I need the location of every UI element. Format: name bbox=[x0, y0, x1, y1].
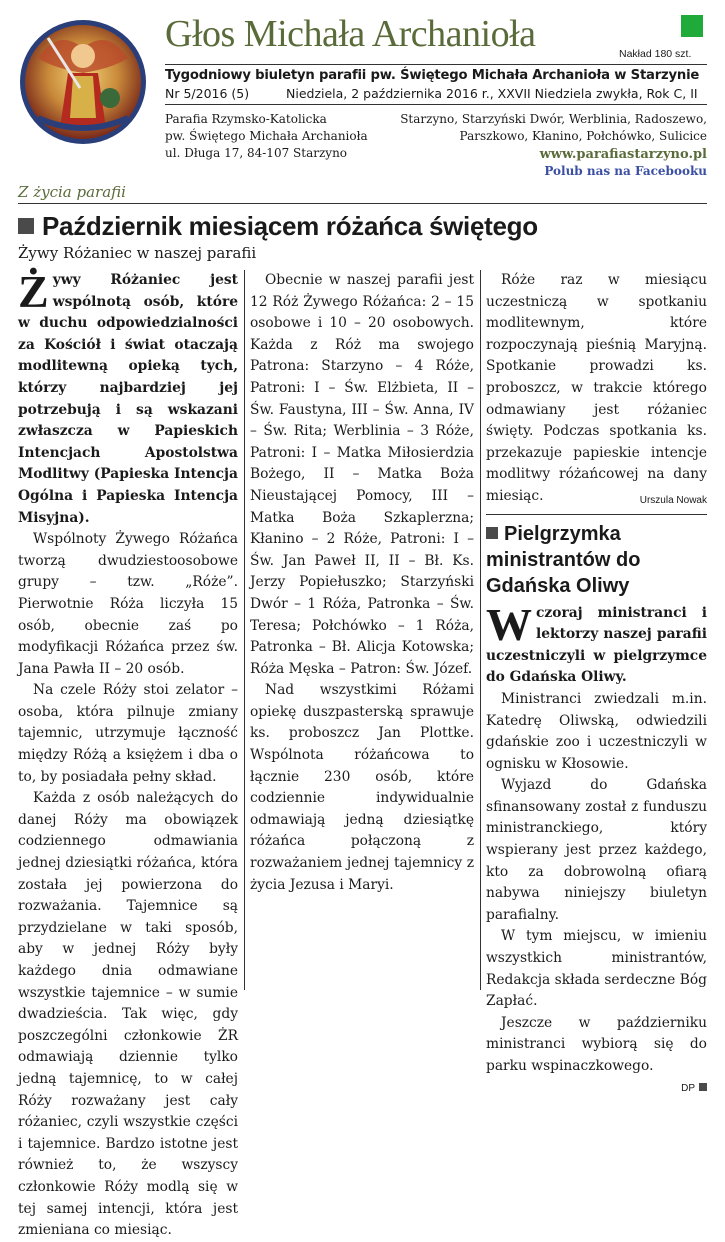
address-line: ul. Długa 17, 84-107 Starzyno bbox=[165, 146, 348, 160]
article-paragraph: Obecnie w naszej parafii jest 12 Róż Żywego Różańca: 2 – 15 osobowe i 10 – 20 osobowych. Każda z Róż ma swojego Patrona: Starzyno – 4 Róże, Patroni: I – Św. Elżbieta, II – Św. Faustyna, III – Św. Anna, IV – Św. Rita; Werblinia – 3 Róże, Patroni: I – Matka Miłosierdzia Bożego, II – Matka Boża Nieustającej Pomocy, III – Matka Boża Szkaplerzna; Kłanino – 2 Róże, Patroni: I – Św. Jan Paweł II, II – Bł. Ks. Jerzy Popiełuszko; Starzyński Dwór – 1 Róża, Patronka – Św. Teresa; Połchówko – 1 Róża, Patronka – Bł. Alicja Kotowska; Róża Męska – Patron: Św. Józef. bbox=[250, 272, 474, 677]
article-lead: ywy Różaniec jest wspólnotą osób, które w duchu odpowiedzialności za Kościół i świat otaczają modlitewną opieką tych, którzy najbardziej jej potrzebują i są wskazani zwłaszcza w Papieskich Intencjach Apostolstwa Modlitwy (Papieska Intencja Ogólna i Papieska Intencja Misyjna). bbox=[18, 272, 238, 526]
archangel-michael-emblem-icon bbox=[18, 18, 148, 146]
article-paragraph-text: Róże raz w miesiącu uczestniczą w spotkaniu modlitewnym, które rozpoczynają pieśnią Maryjną. Spotkanie prowadzi ks. proboszcz, w trakcie którego odmawiany jest różaniec święty. Podczas spotkania ks. przekazuje papieskie intencje modlitwy różańcowej na dany miesiąc. bbox=[486, 272, 707, 504]
article-subhead: Żywy Różaniec w naszej parafii bbox=[18, 244, 257, 262]
parish-villages bbox=[400, 111, 707, 145]
article-paragraph bbox=[486, 270, 707, 508]
divider bbox=[18, 203, 707, 204]
newsletter-title: Głos Michała Archanioła bbox=[165, 13, 536, 55]
article-column-1 bbox=[18, 266, 238, 1242]
website-link[interactable]: www.parafiastarzyno.pl bbox=[539, 147, 707, 162]
article-headline-text: Pielgrzymka ministrantów do Gdańska Oliwy bbox=[486, 522, 641, 597]
facebook-link[interactable]: Polub nas na Facebooku bbox=[544, 164, 707, 178]
article-paragraph: W tym miejscu, w imieniu wszystkich ministrantów, Redakcja składa serdeczne Bóg Zapłać. bbox=[486, 928, 707, 1010]
address-line: Parafia Rzymsko-Katolicka bbox=[165, 112, 327, 126]
author-name: DP bbox=[681, 1082, 695, 1094]
bullet-square-icon bbox=[486, 527, 498, 539]
article-column-2 bbox=[250, 270, 474, 896]
divider bbox=[486, 514, 707, 515]
divider bbox=[165, 104, 707, 105]
divider bbox=[165, 64, 707, 65]
article-lead: czoraj ministranci i lektorzy naszej parafii uczestniczyli w pielgrzymce do Gdańska Oliwy. bbox=[486, 604, 707, 686]
villages-line: Parszkowo, Kłanino, Połchówko, Sulicice bbox=[459, 129, 707, 143]
column-divider bbox=[480, 270, 481, 990]
article-paragraph bbox=[486, 1013, 707, 1078]
article-paragraph-text: Jeszcze w październiku ministranci wybiorą się do parku wspinaczkowego. bbox=[486, 1014, 707, 1074]
end-square-icon bbox=[699, 1083, 707, 1091]
article-paragraph: Ministranci zwiedzali m.in. Katedrę Oliwską, odwiedzili gdańskie zoo i uczestniczyli w ognisku w Kłosowie. bbox=[486, 690, 707, 772]
drop-cap: Ż bbox=[18, 266, 49, 317]
column-divider bbox=[244, 270, 245, 990]
article-headline bbox=[486, 521, 707, 599]
circulation-note: Nakład 180 szt. bbox=[619, 48, 692, 60]
parish-address bbox=[165, 111, 368, 162]
author-signature: Urszula Nowak bbox=[639, 494, 707, 506]
article-paragraph: Wspólnoty Żywego Różańca tworzą dwudziestoosobowe grupy – tzw. „Róże”. Pierwotnie Róża liczyła 15 osób, obecnie zaś po modyfikacji Różańca przez św. Jana Pawła II – 20 osób. bbox=[18, 531, 238, 677]
newsletter-subtitle: Tygodniowy biuletyn parafii pw. Świętego Michała Archanioła w Starzynie bbox=[165, 68, 700, 83]
villages-line: Starzyno, Starzyński Dwór, Werblinia, Radoszewo, bbox=[400, 112, 707, 126]
address-line: pw. Świętego Michała Archanioła bbox=[165, 129, 368, 143]
article-column-3 bbox=[486, 270, 707, 1099]
issue-date: Niedziela, 2 października 2016 r., XXVII Niedziela zwykła, Rok C, II bbox=[286, 86, 698, 101]
author-signature bbox=[486, 1078, 707, 1100]
article-paragraph: Nad wszystkimi Różami opiekę duszpasterską sprawuje ks. proboszcz Jan Plottke. Wspólnota różańcowa to łącznie 230 osób, które codziennie indywidualnie odmawiają jedną dziesiątkę różańca połączoną z rozważaniem jednej tajemnicy z życia Jezusa i Maryi. bbox=[250, 682, 474, 893]
article-paragraph: Na czele Róży stoi zelator – osoba, która pilnuje zmiany tajemnic, utrzymuje łączność między Różą a księżem i dba o to, by posiadała pełny skład. bbox=[18, 682, 238, 785]
article-headline bbox=[18, 211, 538, 242]
bullet-square-icon bbox=[18, 218, 34, 234]
article-paragraph: Wyjazd do Gdańska sfinansowany został z funduszu ministranckiego, który wspierany jest przez każdego, kto za dobrowolną ofiarą nabywa niniejszy biuletyn parafialny. bbox=[486, 777, 707, 923]
accent-square bbox=[681, 15, 703, 37]
drop-cap: W bbox=[486, 598, 532, 650]
section-label: Z życia parafii bbox=[18, 183, 126, 201]
article-paragraph: Każda z osób należących do danej Róży ma obowiązek codziennego odmawiania jednej dziesiątki różańca, która została jej powierzona do rozważania. Tajemnice są przydzielane w taki sposób, aby w jednej Róży były każdego dnia odmawiane wszystkie tajemnice – w sumie dwadzieścia. Tak więc, gdy poszczególni członkowie ŻR odmawiają dziennie tylko jedną tajemnicę, to w całej Róży rozważany jest cały różaniec, czyli wszystkie części i tajemnice. Bardzo istotne jest również to, że wszyscy członkowie Róży modlą się w tej samej intencji, która jest zmieniana co miesiąc. bbox=[18, 790, 238, 1239]
issue-number: Nr 5/2016 (5) bbox=[165, 86, 250, 101]
article-headline-text: Październik miesiącem różańca świętego bbox=[42, 211, 538, 241]
